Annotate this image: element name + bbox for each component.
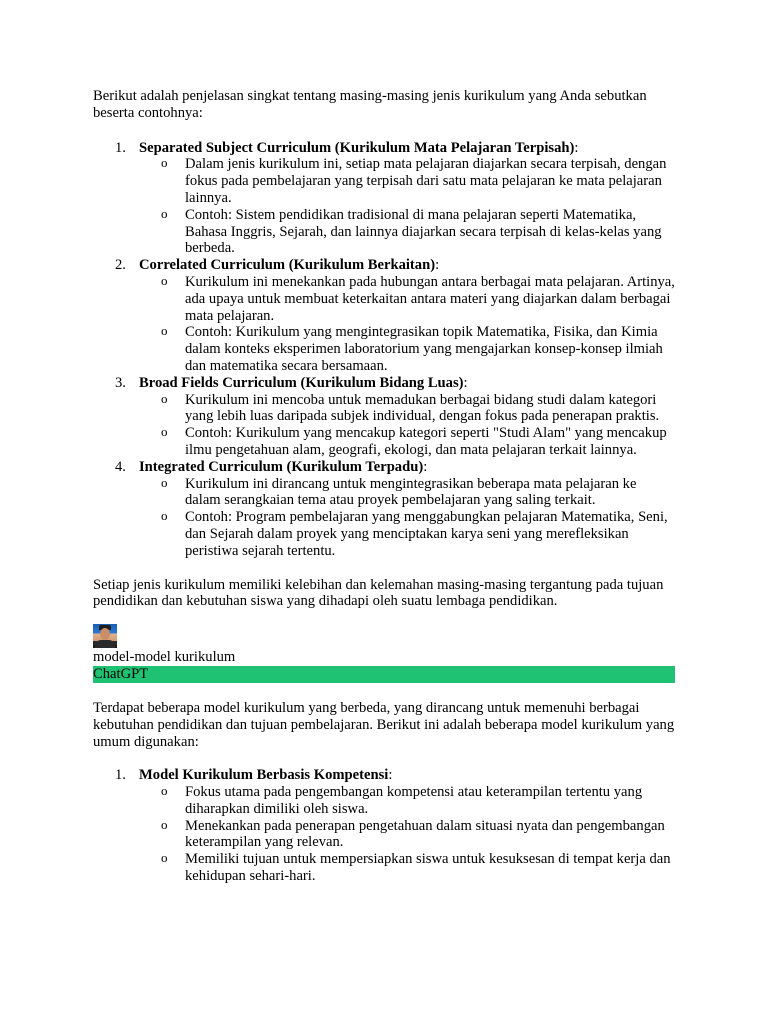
sub-list-text: Kurikulum ini dirancang untuk mengintegrasikan beberapa mata pelajaran ke dalam serangkaian tema atau proyek pembelajaran yang saling terkait. <box>185 475 637 509</box>
sub-list-item <box>139 784 675 818</box>
sub-list <box>139 274 675 375</box>
curriculum-models-list <box>93 767 675 885</box>
user-prompt: model-model kurikulum <box>93 649 236 666</box>
sub-list-text: Fokus utama pada pengembangan kompetensi atau keterampilan tertentu yang diharapkan dimiliki oleh siswa. <box>185 784 643 817</box>
user-avatar-icon <box>93 624 117 648</box>
sub-list-text: Dalam jenis kurikulum ini, setiap mata pelajaran diajarkan secara terpisah, dengan fokus pada pembelajaran yang terpisah dari satu mata pelajaran ke mata pelajaran lainnya. <box>185 156 667 206</box>
list-item <box>93 140 675 258</box>
list-item <box>93 375 675 459</box>
sub-list-item <box>139 156 675 206</box>
list-item-title: Separated Subject Curriculum (Kurikulum Mata Pelajaran Terpisah) <box>139 139 575 156</box>
sub-list-text: Memiliki tujuan untuk mempersiapkan siswa untuk kesuksesan di tempat kerja dan kehidupan sehari-hari. <box>185 851 671 885</box>
list-number: 3. <box>115 374 126 391</box>
list-item-title: Broad Fields Curriculum (Kurikulum Bidang Luas) <box>139 374 464 391</box>
intro-paragraph: Berikut adalah penjelasan singkat tentang masing-masing jenis kurikulum yang Anda sebutkan beserta contohnya: <box>93 88 647 121</box>
sub-list-item <box>139 818 675 852</box>
sub-list <box>139 156 675 257</box>
sub-list-item <box>139 207 675 257</box>
bullet-icon: o <box>161 155 168 171</box>
sub-list-text: Menekankan pada penerapan pengetahuan dalam situasi nyata dan pengembangan keterampilan yang relevan. <box>185 817 665 851</box>
answer-intro-paragraph: Terdapat beberapa model kurikulum yang berbeda, yang dirancang untuk memenuhi berbagai kebutuhan pendidikan dan tujuan pembelajaran. Berikut ini adalah beberapa model kurikulum yang umum digunakan: <box>93 699 675 750</box>
list-number: 2. <box>115 257 126 274</box>
bullet-icon: o <box>161 205 168 221</box>
bullet-icon: o <box>161 850 168 866</box>
list-item-title: Correlated Curriculum (Kurikulum Berkaitan) <box>139 257 436 274</box>
bullet-icon: o <box>161 783 168 799</box>
list-item <box>93 767 675 885</box>
bullet-icon: o <box>161 390 168 406</box>
sub-list-item <box>139 425 675 459</box>
list-item-title: Integrated Curriculum (Kurikulum Terpadu) <box>139 458 424 475</box>
assistant-label-bar: ChatGPT <box>93 666 675 683</box>
sub-list-text: Contoh: Kurikulum yang mencakup kategori seperti "Studi Alam" yang mencakup ilmu pengetahuan alam, geografi, ekologi, dan mata pelajaran terkait lainnya. <box>185 425 667 458</box>
sub-list-item <box>139 851 675 885</box>
sub-list-item <box>139 509 675 559</box>
list-number: 1. <box>115 139 126 156</box>
list-item-suffix: : <box>423 458 428 475</box>
sub-list-item <box>139 274 675 324</box>
list-item-title: Model Kurikulum Berbasis Kompetensi <box>139 767 389 784</box>
closing-paragraph: Setiap jenis kurikulum memiliki kelebihan dan kelemahan masing-masing tergantung pada tujuan pendidikan dan kebutuhan siswa yang dihadapi oleh suatu lembaga pendidikan. <box>93 576 664 610</box>
list-number: 1. <box>115 767 126 784</box>
sub-list-item <box>139 476 675 510</box>
document-page <box>93 88 675 885</box>
list-item-suffix: : <box>388 767 393 784</box>
bullet-icon: o <box>161 474 168 490</box>
bullet-icon: o <box>161 508 168 524</box>
sub-list-text: Contoh: Sistem pendidikan tradisional di mana pelajaran seperti Matematika, Bahasa Inggris, Sejarah, dan lainnya diajarkan secara terpisah di kelas-kelas yang berbeda. <box>185 206 662 257</box>
bullet-icon: o <box>161 272 168 288</box>
list-item-suffix: : <box>574 139 579 156</box>
sub-list-text: Kurikulum ini mencoba untuk memadukan berbagai bidang studi dalam kategori yang lebih luas daripada subjek individual, dengan fokus pada penerapan praktis. <box>185 391 660 425</box>
sub-list <box>139 476 675 560</box>
sub-list-item <box>139 324 675 374</box>
sub-list-item <box>139 392 675 426</box>
sub-list <box>139 784 675 885</box>
sub-list <box>139 392 675 459</box>
list-item <box>93 257 675 375</box>
curriculum-types-list <box>93 140 675 560</box>
list-item <box>93 459 675 560</box>
sub-list-text: Contoh: Kurikulum yang mengintegrasikan topik Matematika, Fisika, dan Kimia dalam konteks eksperimen laboratorium yang mengajarkan konsep-konsep ilmiah dan matematika secara bersamaan. <box>185 324 663 374</box>
sub-list-text: Contoh: Program pembelajaran yang menggabungkan pelajaran Matematika, Seni, dan Sejarah dalam proyek yang menciptakan karya seni yang merefleksikan peristiwa sejarah tertentu. <box>185 509 668 559</box>
list-number: 4. <box>115 458 126 475</box>
list-item-suffix: : <box>435 257 440 274</box>
bullet-icon: o <box>161 424 168 440</box>
sub-list-text: Kurikulum ini menekankan pada hubungan antara berbagai mata pelajaran. Artinya, ada upaya untuk membuat keterkaitan antara materi yang diajarkan dalam berbagai mata pelajaran. <box>185 273 675 324</box>
list-item-suffix: : <box>463 374 468 391</box>
bullet-icon: o <box>161 323 168 339</box>
bullet-icon: o <box>161 816 168 832</box>
